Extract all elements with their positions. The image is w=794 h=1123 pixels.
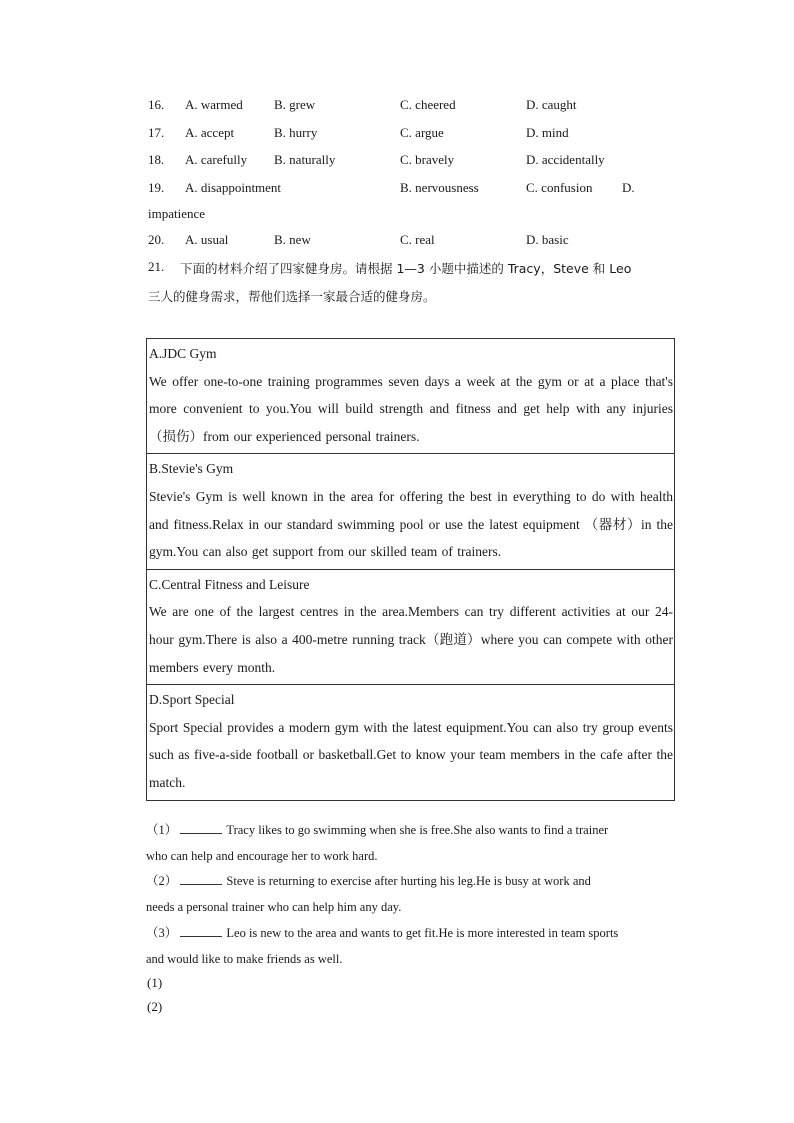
option-d: D. accidentally [526, 152, 605, 167]
gym-name: A.JDC Gym [149, 346, 217, 361]
option-c: C. cheered [400, 97, 456, 112]
question-number: 17. [148, 125, 165, 140]
option-b: B. new [274, 232, 311, 247]
option-d: D. [622, 180, 635, 195]
sub-question-label: （1） [146, 823, 178, 837]
answer-blank[interactable] [180, 821, 222, 834]
question-number: 18. [148, 152, 165, 167]
option-b: B. grew [274, 97, 316, 112]
option-d-wrap: impatience [148, 206, 206, 221]
question-number: 19. [148, 180, 165, 195]
gym-name: C.Central Fitness and Leisure [149, 576, 310, 592]
option-c: C. confusion [526, 180, 593, 195]
question-number: 16. [148, 97, 165, 112]
gym-name: B.Stevie's Gym [149, 461, 234, 477]
sub-question-text-line-2: who can help and encourage her to work hard. [146, 848, 378, 863]
sub-question-1 [146, 818, 678, 870]
gym-row-c [147, 569, 675, 684]
sub-question-text-line-2: needs a personal trainer who can help him any day. [146, 899, 402, 914]
option-a: A. usual [185, 232, 229, 247]
answer-label-2: (2) [147, 999, 163, 1014]
gym-row-a [147, 339, 675, 454]
gym-row-d [147, 685, 675, 800]
sub-question-text-line-1: Tracy likes to go swimming when she is free.She also wants to find a trainer [226, 823, 609, 837]
option-c: C. bravely [400, 152, 455, 167]
option-a: A. carefully [185, 152, 248, 167]
gym-cell [147, 339, 675, 454]
gyms-table [146, 338, 675, 801]
option-a: A. disappointment [185, 180, 282, 195]
option-b: B. nervousness [400, 180, 479, 195]
option-c: C. real [400, 232, 435, 247]
gym-cell [147, 685, 675, 800]
option-a: A. warmed [185, 97, 243, 112]
gym-cell [147, 569, 675, 684]
option-d: D. basic [526, 232, 569, 247]
sub-question-text-line-2: and would like to make friends as well. [146, 951, 343, 966]
instruction-line-2: 三人的健身需求，帮他们选择一家最合适的健身房。 [148, 289, 436, 304]
option-d: D. caught [526, 97, 577, 112]
gym-description: Stevie's Gym is well known in the area for offering the best in everything to do with health and fitness.Relax in our standard swimming pool or use the latest equipment （器材）in the gym.You can also get support from our skilled team of trainers. [149, 488, 673, 560]
option-b: B. naturally [274, 152, 336, 167]
sub-question-2 [146, 869, 678, 921]
gym-description: We offer one-to-one training programmes seven days a week at the gym or at a place that's more convenient to you.You will build strength and fitness and get help with any injuries （损伤）from our experienced personal trainers. [149, 373, 673, 444]
sub-question-text-line-1: Steve is returning to exercise after hurting his leg.He is busy at work and [226, 874, 591, 888]
instruction-line-1: 下面的材料介绍了四家健身房。请根据 1—3 小题中描述的 Tracy，Steve 和 Leo [180, 261, 632, 276]
option-b: B. hurry [274, 125, 318, 140]
answer-label-1: (1) [147, 975, 163, 990]
option-a: A. accept [185, 125, 235, 140]
gym-description: We are one of the largest centres in the area.Members can try different activities at our 24-hour gym.There is also a 400-metre running track（跑道）where you can compete with other members every month. [149, 604, 673, 675]
sub-question-text-line-1: Leo is new to the area and wants to get fit.He is more interested in team sports [226, 926, 619, 940]
answer-blank[interactable] [180, 924, 222, 937]
sub-question-label: （3） [146, 926, 178, 940]
gym-description: Sport Special provides a modern gym with the latest equipment.You can also try group events such as five-a-side football or basketball.Get to know your team members in the cafe after the match. [149, 719, 673, 790]
option-d: D. mind [526, 125, 569, 140]
option-c: C. argue [400, 125, 444, 140]
gym-row-b [147, 454, 675, 569]
sub-question-3 [146, 921, 686, 973]
gym-cell [147, 454, 675, 569]
sub-question-label: （2） [146, 874, 178, 888]
gym-name: D.Sport Special [149, 692, 235, 708]
question-number: 20. [148, 232, 165, 247]
answer-blank[interactable] [180, 872, 222, 885]
question-number: 21. [148, 259, 165, 274]
